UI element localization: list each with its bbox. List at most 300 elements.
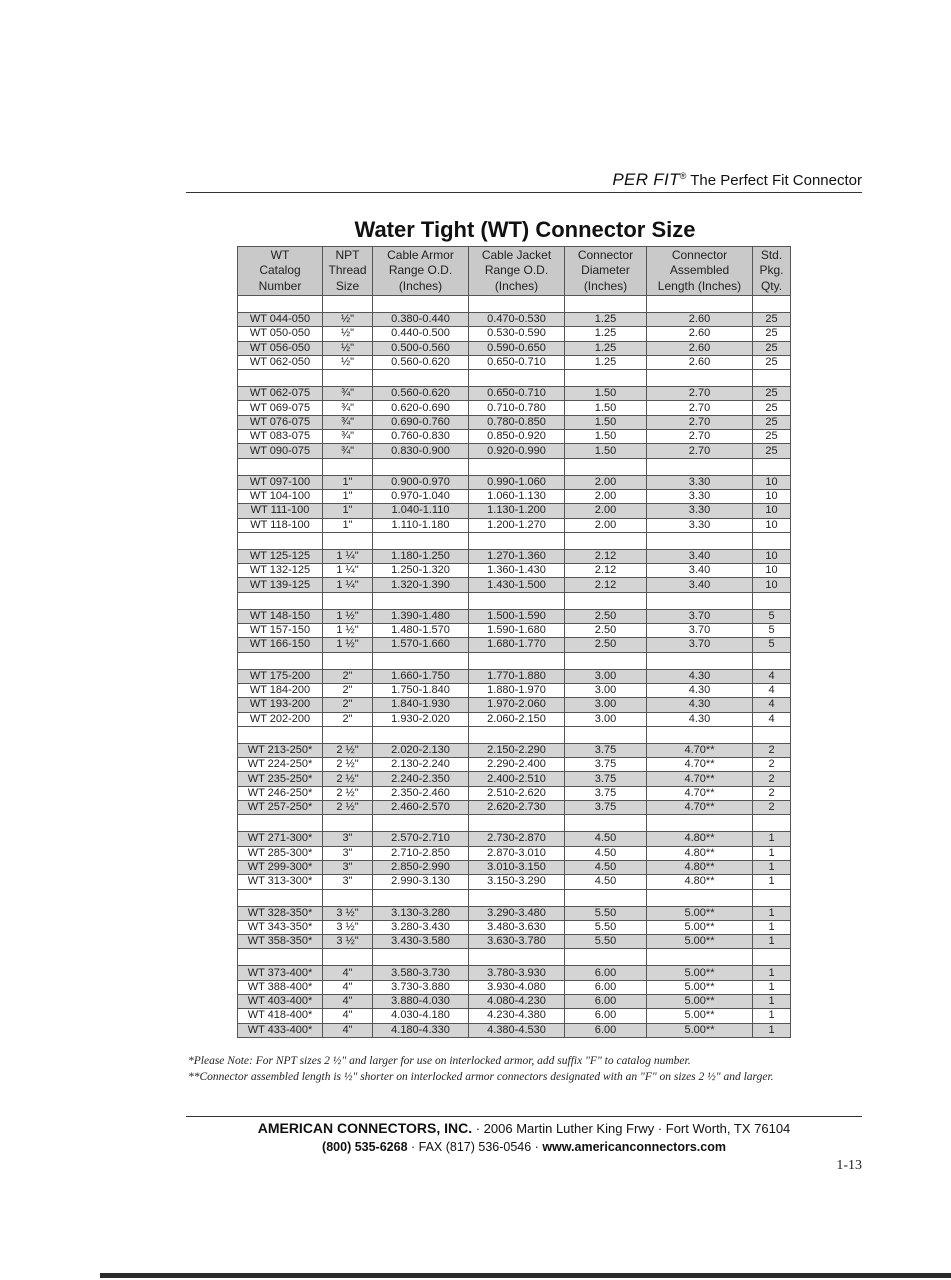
cell-assembled-length: 3.30	[647, 489, 753, 503]
cell-cable-jacket-range: 0.850-0.920	[469, 430, 565, 444]
cell-cable-armor-range: 3.280-3.430	[373, 920, 469, 934]
cell-cable-armor-range: 1.750-1.840	[373, 683, 469, 697]
table-row	[238, 846, 791, 860]
cell-npt-thread-size: 2 ½"	[323, 801, 373, 815]
cell-assembled-length: 3.30	[647, 475, 753, 489]
spacer-cell	[753, 652, 791, 669]
page-title: Water Tight (WT) Connector Size	[354, 217, 696, 242]
spacer-cell	[238, 652, 323, 669]
spacer-cell	[565, 370, 647, 387]
table-row	[238, 564, 791, 578]
cell-std-pkg-qty: 25	[753, 430, 791, 444]
cell-npt-thread-size: 2 ½"	[323, 772, 373, 786]
table-row	[238, 341, 791, 355]
cell-npt-thread-size: ¾"	[323, 401, 373, 415]
cell-assembled-length: 3.70	[647, 624, 753, 638]
cell-cable-jacket-range: 3.010-3.150	[469, 860, 565, 874]
cell-cable-armor-range: 0.500-0.560	[373, 341, 469, 355]
cell-npt-thread-size: 4"	[323, 994, 373, 1008]
connector-size-table	[237, 246, 791, 1038]
cell-connector-diameter: 2.00	[565, 489, 647, 503]
column-header-line: Cable Armor	[387, 247, 454, 262]
column-header-line: Qty.	[760, 278, 783, 293]
cell-catalog-number: WT 056-050	[238, 341, 323, 355]
spacer-cell	[238, 370, 323, 387]
cell-cable-jacket-range: 3.780-3.930	[469, 966, 565, 980]
cell-connector-diameter: 6.00	[565, 966, 647, 980]
cell-cable-armor-range: 1.110-1.180	[373, 518, 469, 532]
cell-cable-jacket-range: 1.430-1.500	[469, 578, 565, 592]
cell-catalog-number: WT 118-100	[238, 518, 323, 532]
table-row	[238, 549, 791, 563]
cell-npt-thread-size: 4"	[323, 1023, 373, 1037]
cell-std-pkg-qty: 2	[753, 772, 791, 786]
cell-std-pkg-qty: 25	[753, 415, 791, 429]
cell-cable-armor-range: 4.030-4.180	[373, 1009, 469, 1023]
cell-cable-jacket-range: 3.150-3.290	[469, 875, 565, 889]
spacer-cell	[565, 815, 647, 832]
cell-cable-jacket-range: 1.130-1.200	[469, 504, 565, 518]
column-header-line: Size	[335, 278, 360, 293]
cell-cable-armor-range: 0.440-0.500	[373, 327, 469, 341]
cell-assembled-length: 5.00**	[647, 906, 753, 920]
cell-assembled-length: 4.80**	[647, 875, 753, 889]
spacer-cell	[238, 889, 323, 906]
cell-cable-armor-range: 2.570-2.710	[373, 832, 469, 846]
cell-npt-thread-size: ¾"	[323, 415, 373, 429]
cell-assembled-length: 4.70**	[647, 758, 753, 772]
cell-cable-armor-range: 0.560-0.620	[373, 387, 469, 401]
cell-npt-thread-size: 2"	[323, 712, 373, 726]
cell-cable-armor-range: 3.730-3.880	[373, 980, 469, 994]
cell-npt-thread-size: 2"	[323, 669, 373, 683]
cell-cable-jacket-range: 0.990-1.060	[469, 475, 565, 489]
cell-std-pkg-qty: 5	[753, 609, 791, 623]
cell-connector-diameter: 4.50	[565, 860, 647, 874]
spacer-cell	[323, 370, 373, 387]
cell-catalog-number: WT 418-400*	[238, 1009, 323, 1023]
cell-npt-thread-size: 2"	[323, 683, 373, 697]
spacer-cell	[753, 949, 791, 966]
table-row	[238, 1009, 791, 1023]
table-row	[238, 920, 791, 934]
cell-connector-diameter: 1.50	[565, 415, 647, 429]
column-header-line: WT	[270, 247, 290, 262]
spacer-cell	[323, 889, 373, 906]
table-row	[238, 387, 791, 401]
cell-connector-diameter: 5.50	[565, 906, 647, 920]
cell-connector-diameter: 6.00	[565, 1023, 647, 1037]
table-row	[238, 698, 791, 712]
cell-cable-jacket-range: 4.080-4.230	[469, 994, 565, 1008]
table-row	[238, 504, 791, 518]
cell-catalog-number: WT 343-350*	[238, 920, 323, 934]
cell-connector-diameter: 3.75	[565, 758, 647, 772]
group-spacer-row	[238, 815, 791, 832]
company-address: · 2006 Martin Luther King Frwy · Fort Worth, TX 76104	[472, 1121, 791, 1136]
cell-npt-thread-size: 2 ½"	[323, 758, 373, 772]
cell-assembled-length: 5.00**	[647, 1023, 753, 1037]
cell-catalog-number: WT 139-125	[238, 578, 323, 592]
cell-cable-jacket-range: 4.230-4.380	[469, 1009, 565, 1023]
cell-connector-diameter: 3.00	[565, 683, 647, 697]
cell-connector-diameter: 3.75	[565, 743, 647, 757]
spacer-cell	[753, 592, 791, 609]
cell-catalog-number: WT 184-200	[238, 683, 323, 697]
spacer-cell	[469, 370, 565, 387]
cell-assembled-length: 5.00**	[647, 966, 753, 980]
cell-npt-thread-size: 4"	[323, 980, 373, 994]
cell-connector-diameter: 3.00	[565, 712, 647, 726]
cell-catalog-number: WT 403-400*	[238, 994, 323, 1008]
group-spacer-row	[238, 592, 791, 609]
cell-std-pkg-qty: 1	[753, 994, 791, 1008]
spacer-cell	[373, 592, 469, 609]
spacer-cell	[647, 652, 753, 669]
cell-std-pkg-qty: 2	[753, 801, 791, 815]
cell-npt-thread-size: 4"	[323, 1009, 373, 1023]
cell-assembled-length: 4.70**	[647, 786, 753, 800]
spacer-cell	[373, 652, 469, 669]
cell-catalog-number: WT 069-075	[238, 401, 323, 415]
column-header-line: Range O.D.	[388, 263, 453, 278]
cell-npt-thread-size: 3 ½"	[323, 906, 373, 920]
cell-assembled-length: 4.80**	[647, 860, 753, 874]
spacer-cell	[647, 592, 753, 609]
company-address-line	[186, 1120, 862, 1136]
group-spacer-row	[238, 726, 791, 743]
cell-std-pkg-qty: 1	[753, 875, 791, 889]
cell-assembled-length: 4.30	[647, 712, 753, 726]
brand-name: PER FIT	[612, 170, 680, 189]
spacer-cell	[565, 592, 647, 609]
column-header-line: (Inches)	[494, 278, 539, 293]
cell-npt-thread-size: 1 ½"	[323, 609, 373, 623]
table-row	[238, 935, 791, 949]
cell-connector-diameter: 2.50	[565, 624, 647, 638]
spacer-cell	[238, 296, 323, 313]
spacer-cell	[565, 296, 647, 313]
cell-std-pkg-qty: 2	[753, 743, 791, 757]
cell-std-pkg-qty: 5	[753, 638, 791, 652]
cell-std-pkg-qty: 25	[753, 355, 791, 369]
table-row	[238, 994, 791, 1008]
cell-catalog-number: WT 097-100	[238, 475, 323, 489]
cell-std-pkg-qty: 5	[753, 624, 791, 638]
cell-catalog-number: WT 202-200	[238, 712, 323, 726]
cell-cable-jacket-range: 0.470-0.530	[469, 313, 565, 327]
cell-cable-armor-range: 0.380-0.440	[373, 313, 469, 327]
cell-connector-diameter: 1.50	[565, 444, 647, 458]
column-header-line: (Inches)	[583, 278, 628, 293]
cell-std-pkg-qty: 25	[753, 387, 791, 401]
cell-cable-jacket-range: 1.880-1.970	[469, 683, 565, 697]
cell-cable-jacket-range: 1.200-1.270	[469, 518, 565, 532]
cell-cable-armor-range: 1.180-1.250	[373, 549, 469, 563]
cell-npt-thread-size: 2 ½"	[323, 743, 373, 757]
cell-npt-thread-size: 3"	[323, 832, 373, 846]
spacer-cell	[647, 726, 753, 743]
spacer-cell	[753, 370, 791, 387]
column-header-line: Diameter	[581, 263, 630, 278]
footnotes	[188, 1053, 853, 1085]
cell-assembled-length: 2.60	[647, 355, 753, 369]
cell-cable-jacket-range: 1.590-1.680	[469, 624, 565, 638]
cell-assembled-length: 3.30	[647, 518, 753, 532]
column-header-line: Number	[258, 278, 302, 293]
cell-catalog-number: WT 062-050	[238, 355, 323, 369]
cell-npt-thread-size: 2 ½"	[323, 786, 373, 800]
cell-connector-diameter: 5.50	[565, 935, 647, 949]
spacer-cell	[238, 592, 323, 609]
footnote-assembled-length: **Connector assembled length is ½" shorter on interlocked armor connectors designated with an "F" on sizes 2 ½" and larger.	[188, 1071, 774, 1083]
column-header-cable-armor-range	[373, 247, 469, 296]
cell-connector-diameter: 3.00	[565, 669, 647, 683]
table-row	[238, 786, 791, 800]
cell-catalog-number: WT 175-200	[238, 669, 323, 683]
cell-catalog-number: WT 148-150	[238, 609, 323, 623]
cell-cable-jacket-range: 1.500-1.590	[469, 609, 565, 623]
cell-cable-armor-range: 3.130-3.280	[373, 906, 469, 920]
table-header-row	[238, 247, 791, 296]
table-row	[238, 966, 791, 980]
spacer-cell	[469, 592, 565, 609]
cell-cable-jacket-range: 0.780-0.850	[469, 415, 565, 429]
cell-connector-diameter: 2.50	[565, 609, 647, 623]
cell-npt-thread-size: 2"	[323, 698, 373, 712]
table-row	[238, 669, 791, 683]
spacer-cell	[565, 949, 647, 966]
cell-npt-thread-size: ½"	[323, 341, 373, 355]
cell-std-pkg-qty: 4	[753, 669, 791, 683]
column-header-line: Std.	[760, 247, 783, 262]
cell-npt-thread-size: ½"	[323, 327, 373, 341]
cell-npt-thread-size: 3"	[323, 846, 373, 860]
table-row	[238, 489, 791, 503]
cell-assembled-length: 4.30	[647, 698, 753, 712]
cell-assembled-length: 4.30	[647, 683, 753, 697]
table-row	[238, 875, 791, 889]
column-header-line: Thread	[328, 263, 367, 278]
cell-assembled-length: 4.80**	[647, 832, 753, 846]
spacer-cell	[373, 726, 469, 743]
cell-cable-armor-range: 0.900-0.970	[373, 475, 469, 489]
column-header-line: NPT	[335, 247, 360, 262]
table-row	[238, 475, 791, 489]
cell-cable-armor-range: 2.710-2.850	[373, 846, 469, 860]
column-header-line: Length (Inches)	[657, 278, 742, 293]
table-row	[238, 980, 791, 994]
spacer-cell	[469, 726, 565, 743]
table-body	[238, 296, 791, 1038]
page-number: 1-13	[836, 1158, 862, 1173]
column-header-catalog-number	[238, 247, 323, 296]
column-header-line: Connector	[671, 247, 728, 262]
cell-catalog-number: WT 285-300*	[238, 846, 323, 860]
spacer-cell	[323, 458, 373, 475]
cell-assembled-length: 3.40	[647, 549, 753, 563]
cell-assembled-length: 3.70	[647, 638, 753, 652]
cell-npt-thread-size: 1 ½"	[323, 624, 373, 638]
cell-cable-armor-range: 0.760-0.830	[373, 430, 469, 444]
cell-cable-jacket-range: 0.710-0.780	[469, 401, 565, 415]
cell-catalog-number: WT 246-250*	[238, 786, 323, 800]
group-spacer-row	[238, 889, 791, 906]
column-header-cable-jacket-range	[469, 247, 565, 296]
cell-cable-jacket-range: 3.290-3.480	[469, 906, 565, 920]
cell-assembled-length: 2.60	[647, 313, 753, 327]
column-header-npt-thread-size	[323, 247, 373, 296]
cell-assembled-length: 5.00**	[647, 935, 753, 949]
cell-assembled-length: 4.70**	[647, 772, 753, 786]
table-row	[238, 906, 791, 920]
cell-std-pkg-qty: 25	[753, 313, 791, 327]
spacer-cell	[469, 652, 565, 669]
cell-cable-jacket-range: 2.060-2.150	[469, 712, 565, 726]
cell-connector-diameter: 4.50	[565, 832, 647, 846]
brand-header	[186, 170, 862, 190]
website-link[interactable]: www.americanconnectors.com	[542, 1140, 726, 1154]
cell-connector-diameter: 6.00	[565, 994, 647, 1008]
cell-std-pkg-qty: 10	[753, 489, 791, 503]
registered-mark: ®	[679, 171, 687, 181]
cell-cable-jacket-range: 1.270-1.360	[469, 549, 565, 563]
table-row	[238, 683, 791, 697]
cell-cable-armor-range: 1.390-1.480	[373, 609, 469, 623]
spacer-cell	[373, 532, 469, 549]
cell-npt-thread-size: ¾"	[323, 430, 373, 444]
spacer-cell	[323, 532, 373, 549]
spacer-cell	[753, 815, 791, 832]
cell-connector-diameter: 2.50	[565, 638, 647, 652]
spacer-cell	[323, 726, 373, 743]
cell-connector-diameter: 1.25	[565, 341, 647, 355]
spacer-cell	[647, 458, 753, 475]
cell-connector-diameter: 3.75	[565, 801, 647, 815]
cell-cable-armor-range: 1.480-1.570	[373, 624, 469, 638]
cell-cable-jacket-range: 0.650-0.710	[469, 355, 565, 369]
cell-cable-armor-range: 2.240-2.350	[373, 772, 469, 786]
cell-std-pkg-qty: 1	[753, 906, 791, 920]
cell-cable-jacket-range: 2.150-2.290	[469, 743, 565, 757]
cell-std-pkg-qty: 25	[753, 401, 791, 415]
cell-npt-thread-size: 4"	[323, 966, 373, 980]
cell-connector-diameter: 3.00	[565, 698, 647, 712]
spacer-cell	[373, 949, 469, 966]
cell-connector-diameter: 2.12	[565, 578, 647, 592]
cell-cable-jacket-range: 2.510-2.620	[469, 786, 565, 800]
cell-catalog-number: WT 157-150	[238, 624, 323, 638]
cell-catalog-number: WT 050-050	[238, 327, 323, 341]
table-row	[238, 578, 791, 592]
spacer-cell	[647, 889, 753, 906]
table-row	[238, 624, 791, 638]
cell-connector-diameter: 2.00	[565, 475, 647, 489]
cell-cable-jacket-range: 0.590-0.650	[469, 341, 565, 355]
cell-cable-armor-range: 4.180-4.330	[373, 1023, 469, 1037]
cell-connector-diameter: 1.25	[565, 355, 647, 369]
cell-catalog-number: WT 062-075	[238, 387, 323, 401]
table-row	[238, 430, 791, 444]
cell-connector-diameter: 1.25	[565, 313, 647, 327]
cell-cable-armor-range: 1.660-1.750	[373, 669, 469, 683]
group-spacer-row	[238, 532, 791, 549]
cell-cable-armor-range: 1.930-2.020	[373, 712, 469, 726]
table-row	[238, 609, 791, 623]
cell-npt-thread-size: ¾"	[323, 444, 373, 458]
cell-assembled-length: 4.80**	[647, 846, 753, 860]
cell-std-pkg-qty: 1	[753, 1023, 791, 1037]
group-spacer-row	[238, 652, 791, 669]
cell-std-pkg-qty: 25	[753, 341, 791, 355]
cell-cable-jacket-range: 1.680-1.770	[469, 638, 565, 652]
spacer-cell	[565, 458, 647, 475]
spacer-cell	[565, 889, 647, 906]
cell-std-pkg-qty: 10	[753, 549, 791, 563]
cell-cable-jacket-range: 2.730-2.870	[469, 832, 565, 846]
spacer-cell	[753, 458, 791, 475]
cell-assembled-length: 2.70	[647, 415, 753, 429]
cell-assembled-length: 2.70	[647, 387, 753, 401]
cell-npt-thread-size: ½"	[323, 313, 373, 327]
cell-catalog-number: WT 076-075	[238, 415, 323, 429]
footnote-interlocked-armor-suffix: *Please Note: For NPT sizes 2 ½" and larger for use on interlocked armor, add suffix "F" to catalog number.	[188, 1055, 691, 1067]
cell-cable-armor-range: 1.570-1.660	[373, 638, 469, 652]
spacer-cell	[238, 949, 323, 966]
cell-npt-thread-size: 1"	[323, 518, 373, 532]
column-header-line: (Inches)	[398, 278, 443, 293]
table-row	[238, 518, 791, 532]
cell-cable-jacket-range: 1.970-2.060	[469, 698, 565, 712]
cell-catalog-number: WT 083-075	[238, 430, 323, 444]
cell-npt-thread-size: 3"	[323, 875, 373, 889]
cell-npt-thread-size: 3"	[323, 860, 373, 874]
cell-std-pkg-qty: 4	[753, 712, 791, 726]
group-spacer-row	[238, 296, 791, 313]
company-name: AMERICAN CONNECTORS, INC.	[257, 1120, 473, 1136]
cell-cable-jacket-range: 3.930-4.080	[469, 980, 565, 994]
table-row	[238, 327, 791, 341]
column-header-line: Cable Jacket	[481, 247, 552, 262]
cell-std-pkg-qty: 2	[753, 758, 791, 772]
spacer-cell	[647, 949, 753, 966]
column-header-line: Catalog	[259, 263, 301, 278]
cell-cable-armor-range: 2.850-2.990	[373, 860, 469, 874]
cell-cable-armor-range: 0.690-0.760	[373, 415, 469, 429]
cell-std-pkg-qty: 4	[753, 698, 791, 712]
cell-std-pkg-qty: 1	[753, 966, 791, 980]
cell-cable-armor-range: 2.460-2.570	[373, 801, 469, 815]
cell-cable-armor-range: 0.830-0.900	[373, 444, 469, 458]
cell-cable-armor-range: 0.560-0.620	[373, 355, 469, 369]
cell-std-pkg-qty: 1	[753, 920, 791, 934]
table-row	[238, 743, 791, 757]
cell-connector-diameter: 4.50	[565, 846, 647, 860]
spacer-cell	[565, 532, 647, 549]
cell-std-pkg-qty: 10	[753, 564, 791, 578]
table-row	[238, 355, 791, 369]
cell-catalog-number: WT 166-150	[238, 638, 323, 652]
table-row	[238, 712, 791, 726]
cell-cable-jacket-range: 0.650-0.710	[469, 387, 565, 401]
cell-cable-armor-range: 0.620-0.690	[373, 401, 469, 415]
cell-catalog-number: WT 224-250*	[238, 758, 323, 772]
spacer-cell	[323, 815, 373, 832]
cell-cable-armor-range: 3.430-3.580	[373, 935, 469, 949]
cell-assembled-length: 5.00**	[647, 920, 753, 934]
spacer-cell	[647, 296, 753, 313]
column-header-line: Connector	[577, 247, 634, 262]
